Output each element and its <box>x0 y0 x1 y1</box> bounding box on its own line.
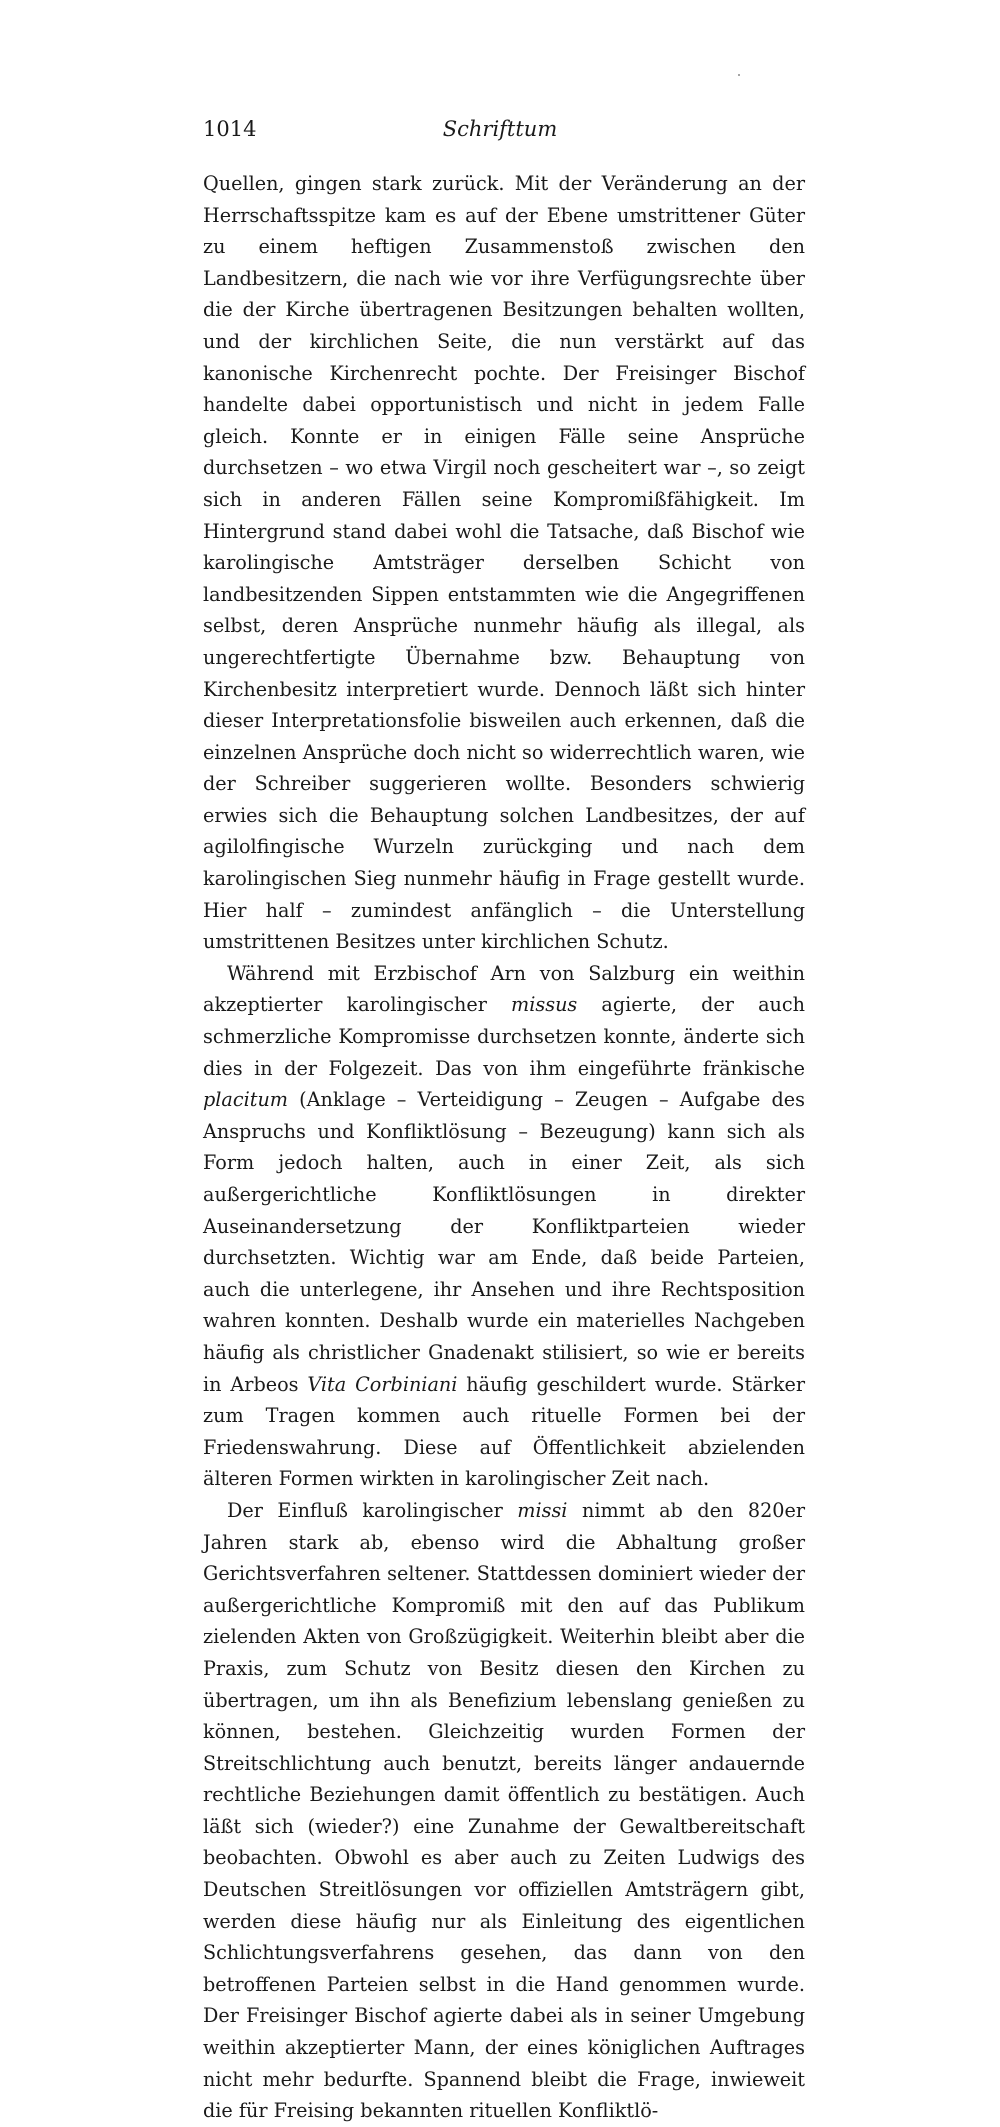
text-run: Der Einfluß karolingischer <box>227 1498 518 1522</box>
italic-title: Vita Corbiniani <box>307 1372 458 1396</box>
italic-term: missi <box>517 1498 568 1522</box>
text-run: nimmt ab den 820er Jahren stark ab, ebenso wird die Abhaltung großer Gerichtsverfahren seltener. Stattdessen dominiert wieder der außergerichtliche Kompromiß mit den auf das Publikum zielenden Akten von Großzügigkeit. Weiterhin bleibt aber die Praxis, zum Schutz von Besitz diesen den Kirchen zu übertragen, um ihn als Benefizium lebenslang genießen zu können, bestehen. Gleichzeitig wurden Formen der Streitschlichtung auch benutzt, bereits länger andauernde rechtliche Beziehungen damit öffentlich zu bestätigen. Auch läßt sich (wieder?) eine Zunahme der Gewaltbereitschaft beobachten. Obwohl es aber auch zu Zeiten Ludwigs des Deutschen Streitlösungen vor offiziellen Amtsträgern gibt, werden diese häufig nur als Einleitung des eigentlichen Schlichtungsverfahrens gesehen, das dann von den betroffenen Parteien selbst in die Hand genommen wurde. Der Freisinger Bischof agierte dabei als in seiner Umgebung weithin akzeptierter Mann, der eines königlichen Auftrages nicht mehr bedurfte. Spannend bleibt die Frage, inwieweit die für Freising bekannten rituellen Konfliktlö- <box>203 1498 806 2123</box>
italic-term: placitum <box>203 1088 289 1112</box>
text-run: agierte, der auch schmerzliche Kompromisse durchsetzen konnte, änderte sich dies in der Folgezeit. Das von ihm eingeführte fränkische <box>203 993 805 1080</box>
text-run: Während mit Erzbischof Arn von Salzburg ein weithin akzeptierter karolingischer <box>203 961 805 1017</box>
text-run: Quellen, gingen stark zurück. Mit der Veränderung an der Herrschaftsspitze kam es auf der Ebene umstrittener Güter zu einem heftigen Zusammenstoß zwischen den Landbesitzern, die nach wie vor ihre Verfügungsrechte über die der Kirche übertragenen Besitzungen behalten wollten, und der kirchlichen Seite, die nun verstärkt auf das kanonische Kirchenrecht pochte. Der Freisinger Bischof handelte dabei opportunistisch und nicht in jedem Falle gleich. Konnte er in einigen Fälle seine Ansprüche durchsetzen – wo etwa Virgil noch gescheitert war –, so zeigt sich in anderen Fällen seine Kompromißfähigkeit. Im Hintergrund stand dabei wohl die Tatsache, daß Bischof wie karolingische Amtsträger derselben Schicht von landbesitzenden Sippen entstammten wie die Angegriffenen selbst, deren Ansprüche nunmehr häufig als illegal, als ungerechtfertigte Übernahme bzw. Behauptung von Kirchenbesitz interpretiert wurde. Dennoch läßt sich hinter dieser Interpretationsfolie bisweilen auch erkennen, daß die einzelnen Ansprüche doch nicht so widerrechtlich waren, wie der Schreiber suggerieren wollte. Besonders schwierig erwies sich die Behauptung solchen Landbesitzes, der auf agilolfingische Wurzeln zurückging und nach dem karolingischen Sieg nunmehr häufig in Frage gestellt wurde. Hier half – zumindest anfänglich – die Unterstellung umstrittenen Besitzes unter kirchlichen Schutz. <box>203 172 805 954</box>
paragraph-3 <box>203 1495 805 2127</box>
paragraph-2 <box>203 958 805 1495</box>
body-text <box>203 168 805 2127</box>
italic-term: missus <box>511 993 578 1017</box>
text-run: häufig geschildert wurde. Stärker zum Tragen kommen auch rituelle Formen bei der Friedenswahrung. Diese auf Öffentlichkeit abzielenden älteren Formen wirkten in karolingischer Zeit nach. <box>203 1372 805 1491</box>
page-number: 1014 <box>203 117 257 141</box>
scan-speck <box>738 74 740 76</box>
text-run: (Anklage – Verteidigung – Zeugen – Aufgabe des Anspruchs und Konfliktlösung – Bezeugung) kann sich als Form jedoch halten, auch in einer Zeit, als sich außergerichtliche Konfliktlösungen in direkter Auseinandersetzung der Konfliktparteien wieder durchsetzten. Wichtig war am Ende, daß beide Parteien, auch die unterlegene, ihr Ansehen und ihre Rechtsposition wahren konnten. Deshalb wurde ein materielles Nachgeben häufig als christlicher Gnadenakt stilisiert, so wie er bereits in Arbeos <box>203 1088 805 1396</box>
paragraph-1 <box>203 168 805 958</box>
running-title: Schrifttum <box>442 117 558 141</box>
